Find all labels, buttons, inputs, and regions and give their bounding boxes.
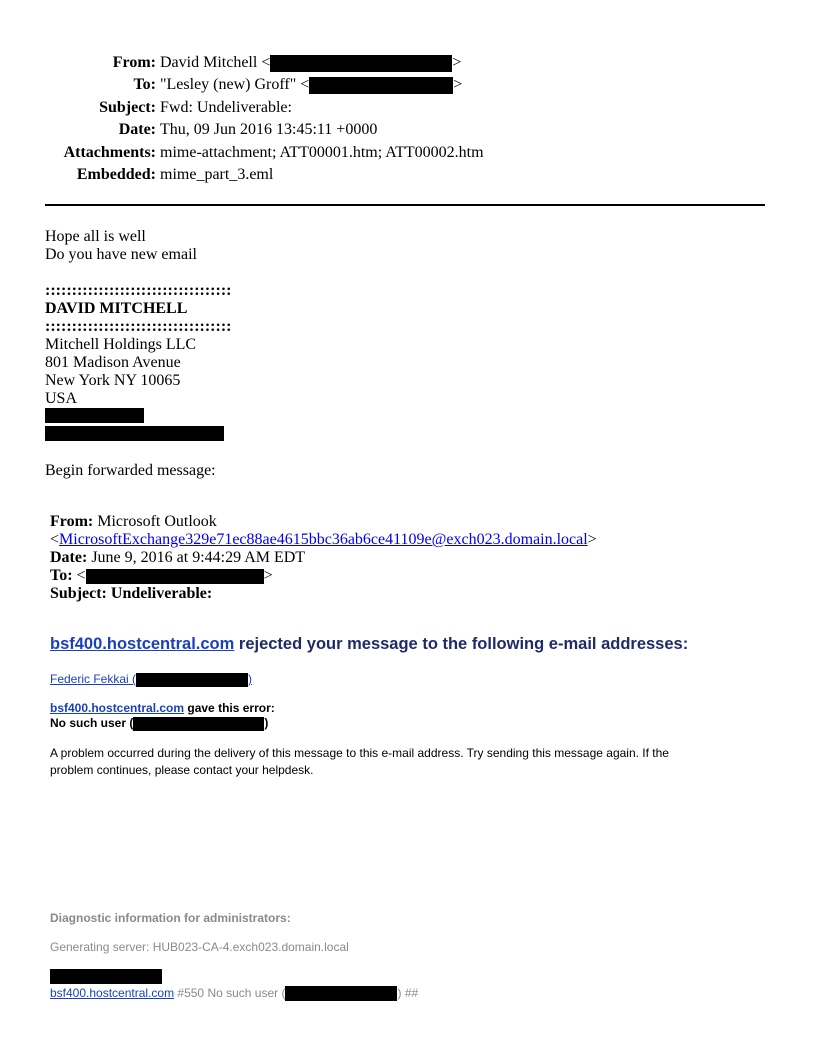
header-embedded-row [0,164,816,186]
no-such-user-row: No such user ( ) [50,716,269,730]
from-value: David Mitchell < > [160,54,462,71]
fwd-date-value: June 9, 2016 at 9:44:29 AM EDT [91,549,306,566]
redaction-box [136,673,248,687]
fwd-from-address-link[interactable]: MicrosoftExchange329e71ec88ae4615bbc36ab6ce41109e@exch023.domain.local [59,531,588,548]
signature-dots-top: ::::::::::::::::::::::::::::::::::: [45,282,232,299]
fwd-subject-label: Subject: [50,585,107,602]
bounce-message: A problem occurred during the delivery of this message to this e-mail address. Try sending this message again. If the problem continues, please contact your helpdesk. [50,746,669,777]
date-label: Date: [118,121,156,139]
redaction-box [133,717,264,731]
recipient-row [50,672,252,687]
fwd-date-row [50,549,597,567]
body-line-1: Hope all is well [45,228,146,245]
redaction-box [270,55,452,72]
fwd-to-row: To: < > [50,567,273,584]
signature-street: 801 Madison Avenue [45,354,181,371]
date-value: Thu, 09 Jun 2016 13:45:11 +0000 [160,121,378,139]
redacted-email [45,426,224,441]
diagnostic-title: Diagnostic information for administrators: [50,911,291,925]
redaction-box [309,77,453,94]
attachments-label: Attachments: [63,143,156,161]
redacted-phone [45,408,144,423]
fwd-to-label: To: [50,567,73,584]
signature-city: New York NY 10065 [45,372,181,389]
header-date-row [0,119,816,141]
header-divider [45,204,765,206]
fwd-from-address-row: <MicrosoftExchange329e71ec88ae4615bbc36ab6ce41109e@exch023.domain.local> [50,531,597,548]
forwarded-intro: Begin forwarded message: [45,462,216,479]
embedded-value: mime_part_3.eml [160,166,274,184]
error-row: bsf400.hostcentral.com gave this error: [50,701,275,715]
header-subject-row [0,97,816,119]
fwd-subject-value: Undeliverable: [110,585,213,602]
error-server-link[interactable]: bsf400.hostcentral.com [50,701,185,715]
fwd-subject-row [50,585,597,603]
signature-name: DAVID MITCHELL [45,300,188,317]
embedded-label: Embedded: [76,166,156,184]
subject-value: Fwd: Undeliverable: [160,98,292,116]
fwd-from-label: From: [50,513,94,530]
signature-dots-bottom: ::::::::::::::::::::::::::::::::::: [45,318,232,335]
redaction-box [285,986,397,1001]
header-from-row [0,52,816,74]
signature-country: USA [45,390,78,407]
headline-server-link[interactable]: bsf400.hostcentral.com [50,635,235,653]
subject-label: Subject: [99,98,156,116]
diagnostic-line: bsf400.hostcentral.com #550 No such user ( ) ## [50,986,419,1000]
to-label: To: [133,76,156,94]
recipient-link[interactable]: Federic Fekkai ( ) [50,672,253,686]
redacted-line [50,969,162,984]
generating-server: Generating server: HUB023-CA-4.exch023.domain.local [50,940,349,954]
forwarded-header [50,513,597,603]
to-value: "Lesley (new) Groff" < > [160,76,463,94]
fwd-from-name: Microsoft Outlook [97,513,217,530]
email-header [0,52,816,186]
signature-company: Mitchell Holdings LLC [45,336,197,353]
header-attachments-row [0,142,816,164]
attachments-value: mime-attachment; ATT00001.htm; ATT00002.htm [160,143,484,161]
bounce-headline: bsf400.hostcentral.com rejected your message to the following e-mail addresses: [50,635,689,653]
body-line-2: Do you have new email [45,246,197,263]
fwd-date-label: Date: [50,549,88,566]
header-to-row [0,74,816,96]
redaction-box [86,569,264,584]
from-label: From: [112,54,156,71]
diag-server-link[interactable]: bsf400.hostcentral.com [50,986,175,1000]
fwd-from-row [50,513,597,531]
